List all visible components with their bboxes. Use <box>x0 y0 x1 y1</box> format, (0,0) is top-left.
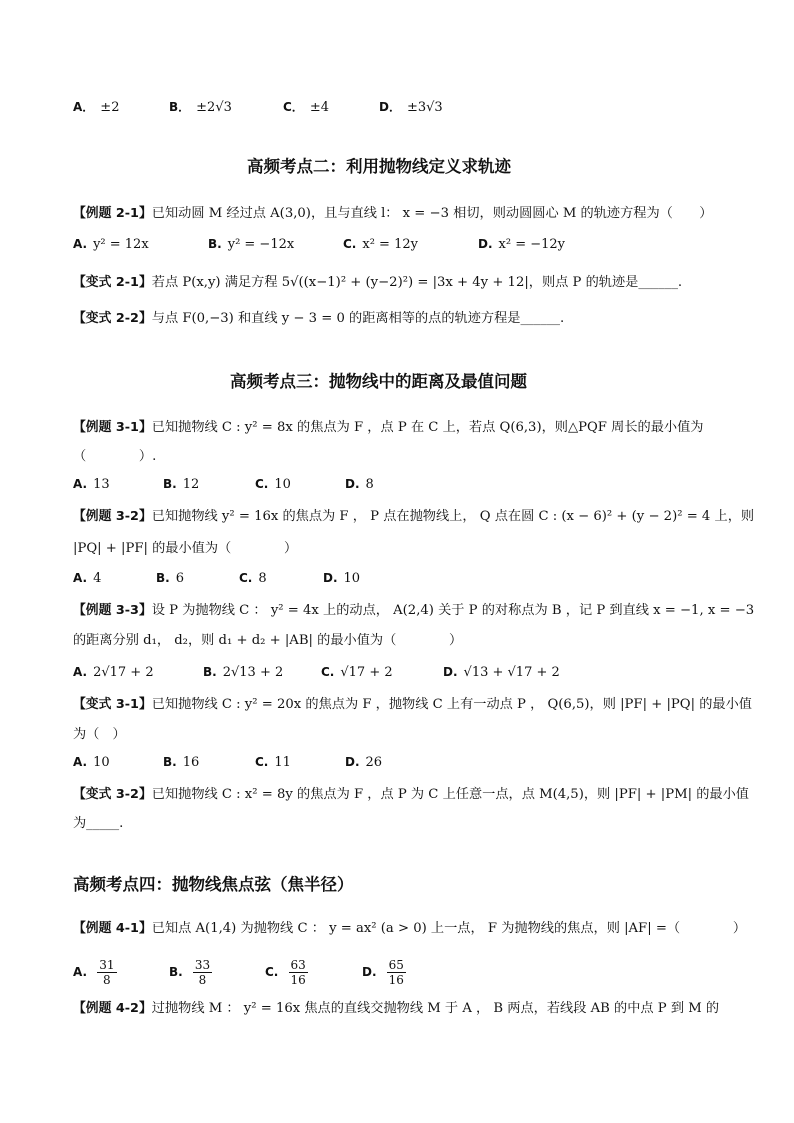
option-a: A. $\frac{31}{8}$ <box>73 958 115 987</box>
example-3-3 <box>73 602 754 620</box>
option-d: D. x² = −12y <box>478 237 566 252</box>
option-d: D. $\frac{65}{16}$ <box>362 958 404 987</box>
option-d: D． ±3√3 <box>379 100 443 115</box>
fraction-b: $\frac{33}{8}$ <box>194 958 211 987</box>
variant-3-1-line2: 为（ ） <box>73 727 126 742</box>
variant-3-2-tag: 【变式 3-2】 <box>73 787 152 802</box>
fraction-a: $\frac{31}{8}$ <box>99 958 115 987</box>
option-c: C. x² = 12y <box>343 237 418 252</box>
option-d: D. √13 + √17 + 2 <box>443 665 560 680</box>
example-3-1 <box>73 419 754 437</box>
variant-3-1 <box>73 696 754 714</box>
example-3-3-line2: 的距离分别 d₁， d₂，则 d₁ + d₂ + |AB| 的最小值为（ ） <box>73 633 463 648</box>
option-c: C. $\frac{63}{16}$ <box>265 958 306 987</box>
section2-title: 高频考点二：利用抛物线定义求轨迹 <box>247 157 511 176</box>
example-3-2-text: 已知抛物线 y² = 16x 的焦点为 F ， P 点在抛物线上， Q 点在圆 C : (x − 6)² + (y − 2)² = 4 上，则 <box>151 509 755 524</box>
option-d: D. 8 <box>345 477 374 492</box>
section3-title: 高频考点三：抛物线中的距离及最值问题 <box>230 372 527 391</box>
option-a: A. 2√17 + 2 <box>73 665 154 680</box>
example-2-1 <box>73 205 754 223</box>
option-c: C. 10 <box>255 477 291 492</box>
option-a: A． ±2 <box>73 100 120 115</box>
option-c: C. 11 <box>255 755 291 770</box>
variant-2-1-tag: 【变式 2-1】 <box>73 275 152 290</box>
variant-3-1-text: 已知抛物线 C : y² = 20x 的焦点为 F ，抛物线 C 上有一动点 P ， Q(6,5)，则 |PF| + |PQ| 的最小值 <box>151 697 752 712</box>
fraction-c: $\frac{63}{16}$ <box>290 958 306 987</box>
example-4-2-tag: 【例题 4-2】 <box>73 1001 152 1016</box>
option-a: A. y² = 12x <box>73 237 149 252</box>
option-a: A. 13 <box>73 477 110 492</box>
option-b: B. 2√13 + 2 <box>203 665 284 680</box>
section4-title: 高频考点四：抛物线焦点弦（焦半径） <box>73 875 354 894</box>
example-4-2 <box>73 1000 754 1018</box>
option-b: B. $\frac{33}{8}$ <box>169 958 211 987</box>
option-b: B. 6 <box>156 571 184 586</box>
variant-2-1 <box>73 274 754 292</box>
option-c: C. 8 <box>239 571 267 586</box>
option-c: C． ±4 <box>283 100 329 115</box>
example-2-1-tag: 【例题 2-1】 <box>73 206 152 221</box>
option-b: B. 12 <box>163 477 200 492</box>
variant-2-2-tag: 【变式 2-2】 <box>73 311 152 326</box>
fraction-d: $\frac{65}{16}$ <box>388 958 404 987</box>
option-d: D. 26 <box>345 755 383 770</box>
variant-3-2-text: 已知抛物线 C : x² = 8y 的焦点为 F ，点 P 为 C 上任意一点，点 M(4,5)，则 |PF| + |PM| 的最小值 <box>151 787 749 802</box>
option-b: B. y² = −12x <box>208 237 295 252</box>
example-3-1-tag: 【例题 3-1】 <box>73 420 152 435</box>
example-4-1-text: 已知点 A(1,4) 为抛物线 C ： y = ax² (a > 0) 上一点， F 为抛物线的焦点，则 |AF| =（ ） <box>151 921 747 936</box>
variant-2-2-text: 与点 F(0,−3) 和直线 y − 3 = 0 的距离相等的点的轨迹方程是______. <box>151 311 565 326</box>
option-b: B. 16 <box>163 755 200 770</box>
option-d: D. 10 <box>323 571 361 586</box>
variant-2-1-text: 若点 P(x,y) 满足方程 5√((x−1)² + (y−2)²) = |3x + 4y + 12|，则点 P 的轨迹是______. <box>151 275 683 290</box>
example-4-1-tag: 【例题 4-1】 <box>73 921 152 936</box>
example-3-1-line2: （ ）. <box>73 449 157 464</box>
example-3-2-tag: 【例题 3-2】 <box>73 509 152 524</box>
variant-3-2 <box>73 786 754 804</box>
example-3-2-line2: |PQ| + |PF| 的最小值为（ ） <box>73 541 298 556</box>
example-4-2-text: 过抛物线 M ： y² = 16x 焦点的直线交抛物线 M 于 A ， B 两点，若线段 AB 的中点 P 到 M 的 <box>151 1001 720 1016</box>
option-a: A. 4 <box>73 571 102 586</box>
variant-3-2-line2: 为_____. <box>73 816 124 831</box>
variant-3-1-tag: 【变式 3-1】 <box>73 697 152 712</box>
option-c: C. √17 + 2 <box>321 665 393 680</box>
option-a: A. 10 <box>73 755 110 770</box>
example-3-3-tag: 【例题 3-3】 <box>73 603 152 618</box>
variant-2-2 <box>73 310 754 328</box>
option-b: B． ±2√3 <box>169 100 232 115</box>
example-3-1-text: 已知抛物线 C : y² = 8x 的焦点为 F ，点 P 在 C 上，若点 Q(6,3)，则△PQF 周长的最小值为 <box>151 420 704 435</box>
example-3-2 <box>73 508 754 526</box>
example-4-1 <box>73 920 754 938</box>
example-3-3-text: 设 P 为抛物线 C ： y² = 4x 上的动点， A(2,4) 关于 P 的对称点为 B ，记 P 到直线 x = −1, x = −3 <box>151 603 755 618</box>
example-2-1-text: 已知动圆 M 经过点 A(3,0)，且与直线 l： x = −3 相切，则动圆圆心 M 的轨迹方程为（ ） <box>151 206 713 221</box>
